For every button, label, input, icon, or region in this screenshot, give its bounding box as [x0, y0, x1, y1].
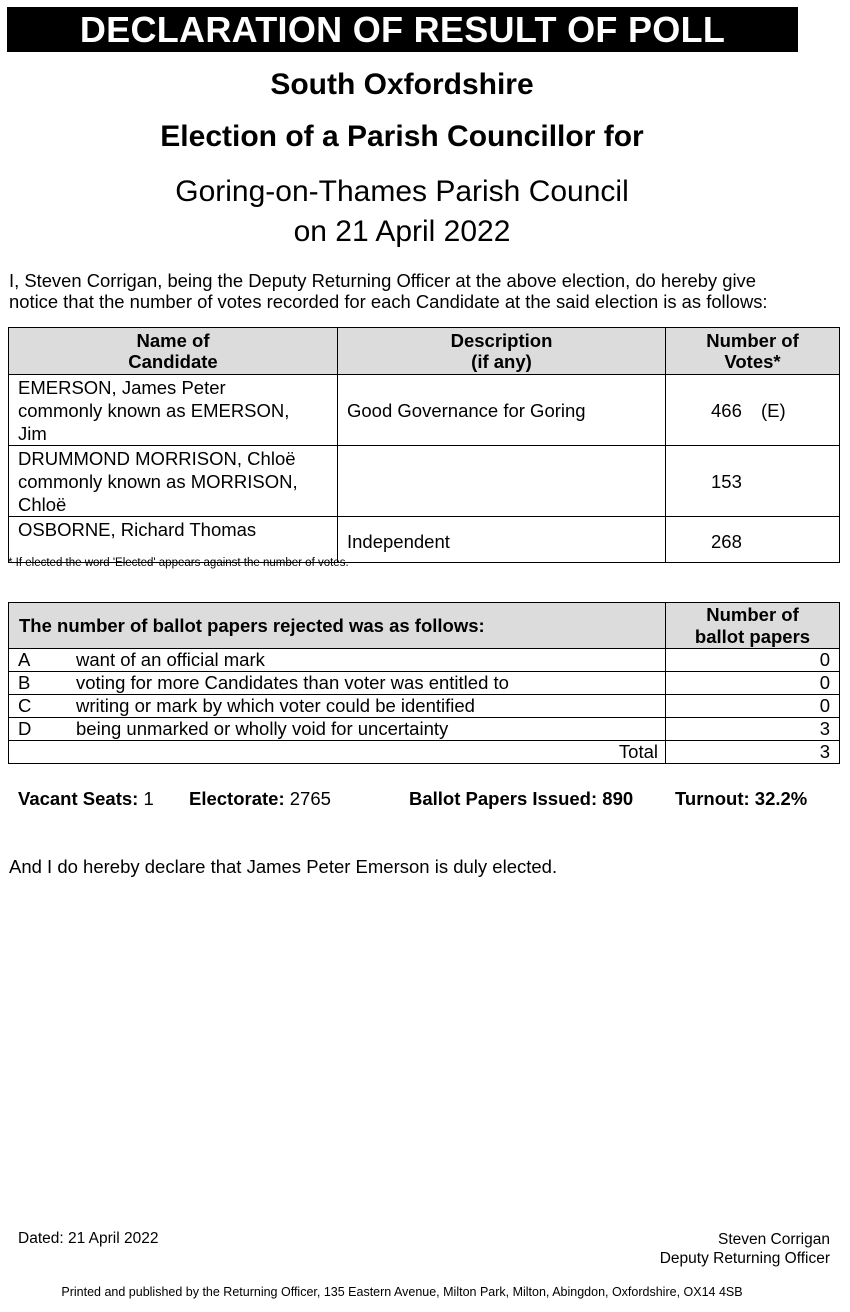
votes-count: 466 — [711, 399, 742, 421]
total-value: 3 — [666, 741, 840, 764]
header-text: Candidate — [128, 351, 218, 372]
rejected-total-row — [9, 741, 840, 764]
parish-name: Goring-on-Thames Parish Council — [175, 175, 629, 208]
turnout-label: Turnout: — [675, 788, 750, 809]
rejected-header-label: The number of ballot papers rejected was as follows: — [9, 603, 666, 649]
imprint-footer: Printed and published by the Returning Officer, 135 Eastern Avenue, Milton Park, Milton, Abingdon, Oxfordshire, OX14 4SB — [61, 1285, 743, 1299]
candidate-description — [338, 446, 666, 517]
candidate-name-line: commonly known as EMERSON, — [18, 400, 290, 421]
candidate-row — [9, 375, 840, 446]
dated-line: Dated: 21 April 2022 — [18, 1230, 159, 1247]
candidate-row — [9, 446, 840, 517]
officer-title: Deputy Returning Officer — [659, 1250, 830, 1267]
vacant-seats — [18, 788, 154, 810]
issued-value: 890 — [602, 788, 634, 809]
rejected-reason — [9, 695, 666, 718]
candidate-description: Good Governance for Goring — [338, 375, 666, 446]
rejected-letter: A — [18, 649, 31, 670]
candidate-votes — [666, 517, 840, 563]
candidates-header-row — [9, 328, 840, 375]
header-text: (if any) — [471, 351, 532, 372]
rejected-reason-text: voting for more Candidates than voter was entitled to — [76, 672, 509, 693]
candidate-name-line: EMERSON, James Peter — [18, 377, 226, 398]
header-text: Number of — [706, 330, 799, 351]
electorate-value: 2765 — [289, 788, 331, 809]
elected-footnote: * If elected the word 'Elected' appears against the number of votes. — [8, 557, 349, 569]
header-name — [9, 328, 338, 375]
candidate-description: Independent — [338, 517, 666, 563]
rejected-row — [9, 672, 840, 695]
rejected-reason-text: being unmarked or wholly void for uncertainty — [76, 718, 449, 739]
electorate-label: Electorate: — [189, 788, 285, 809]
header-text: Number of — [706, 603, 799, 625]
ballot-papers-issued — [409, 788, 633, 810]
rejected-row — [9, 695, 840, 718]
candidate-name — [9, 446, 338, 517]
candidate-name-line: commonly known as MORRISON, — [18, 471, 298, 492]
rejected-ballots-table — [8, 602, 840, 764]
candidate-votes — [666, 446, 840, 517]
intro-line: I, Steven Corrigan, being the Deputy Returning Officer at the above election, do hereby give — [9, 270, 756, 291]
candidate-votes — [666, 375, 840, 446]
vacant-seats-label: Vacant Seats: — [18, 788, 139, 809]
header-description — [338, 328, 666, 375]
rejected-count: 0 — [666, 649, 840, 672]
district-name: South Oxfordshire — [270, 68, 534, 101]
electorate — [189, 788, 331, 810]
votes-count: 268 — [711, 531, 742, 552]
intro-notice — [9, 270, 839, 312]
candidate-row — [9, 517, 840, 563]
intro-line: notice that the number of votes recorded for each Candidate at the said election is as follows: — [9, 291, 768, 312]
candidate-name — [9, 375, 338, 446]
rejected-reason-text: want of an official mark — [76, 649, 265, 670]
officer-name: Steven Corrigan — [717, 1231, 830, 1248]
candidate-name-line: OSBORNE, Richard Thomas — [18, 519, 257, 540]
header-text: Votes* — [724, 351, 781, 372]
turnout-value: 32.2% — [754, 788, 808, 809]
header-votes — [666, 328, 840, 375]
parish-heading — [0, 172, 804, 252]
issued-label: Ballot Papers Issued: — [409, 788, 598, 809]
candidate-name-line: DRUMMOND MORRISON, Chloë — [18, 448, 296, 469]
rejected-letter: B — [18, 672, 31, 693]
rejected-reason-text: writing or mark by which voter could be identified — [76, 695, 475, 716]
election-date: on 21 April 2022 — [293, 215, 511, 248]
header-text: Name of — [136, 330, 210, 351]
votes-count: 153 — [711, 470, 742, 492]
candidate-name — [9, 517, 338, 563]
header-text: ballot papers — [694, 625, 811, 647]
rejected-row — [9, 718, 840, 741]
total-label: Total — [9, 741, 666, 764]
rejected-reason — [9, 649, 666, 672]
officer-signature-block — [660, 1230, 830, 1268]
rejected-row — [9, 649, 840, 672]
election-title: Election of a Parish Councillor for — [160, 120, 644, 153]
header-text: Description — [450, 330, 553, 351]
rejected-reason — [9, 672, 666, 695]
candidate-name-line: Jim — [18, 423, 47, 444]
rejected-header-row — [9, 603, 840, 649]
rejected-letter: C — [18, 695, 32, 716]
rejected-count: 3 — [666, 718, 840, 741]
turnout — [675, 788, 807, 810]
candidate-name-line: Chloë — [18, 494, 67, 515]
rejected-header-number — [666, 603, 840, 649]
vacant-seats-value: 1 — [143, 788, 154, 809]
rejected-count: 0 — [666, 695, 840, 718]
rejected-reason — [9, 718, 666, 741]
elected-marker: (E) — [761, 399, 786, 421]
declaration-statement: And I do hereby declare that James Peter Emerson is duly elected. — [9, 856, 558, 877]
document-title-banner: DECLARATION OF RESULT OF POLL — [7, 7, 798, 52]
rejected-count: 0 — [666, 672, 840, 695]
rejected-letter: D — [18, 718, 32, 739]
candidates-table — [8, 327, 840, 563]
